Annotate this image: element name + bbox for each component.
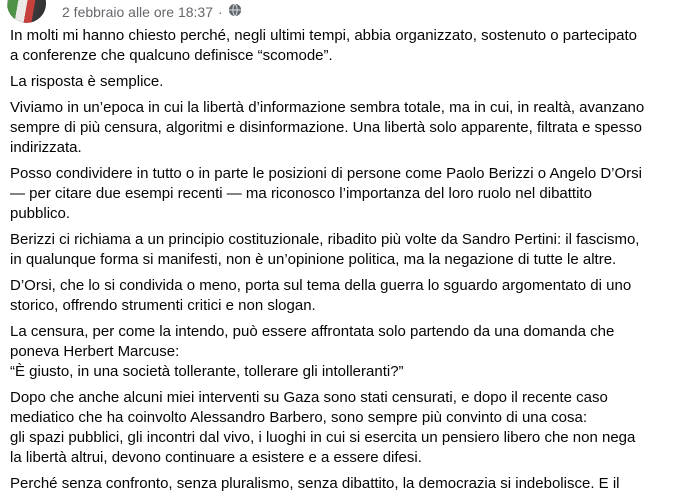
post-paragraph [10, 230, 690, 270]
post-text-line: Perché senza confronto, senza pluralismo, senza dibattito, la democrazia si indebolisce. E il [10, 475, 620, 492]
post-body [10, 26, 690, 500]
post-text-line: storico, offrendo strumenti critici e non slogan. [10, 297, 316, 314]
post-paragraph [10, 72, 690, 92]
post-paragraph [10, 388, 690, 468]
post-text-line: Viviamo in un’epoca in cui la libertà d’informazione sembra totale, ma in cui, in realtà, avanzano [10, 99, 645, 116]
dot-separator: · [218, 3, 223, 20]
post-paragraph [10, 26, 690, 66]
post-text-line: In molti mi hanno chiesto perché, negli ultimi tempi, abbia organizzato, sostenuto o partecipato [10, 27, 638, 44]
post-text-line: D’Orsi, che lo si condivida o meno, porta sul tema della guerra lo sguardo argomentato di uno [10, 277, 632, 294]
post-text-line: mediatico che ha coinvolto Alessandro Barbero, sono sempre più convinto di una cosa: [10, 409, 588, 426]
post-text-line: — per citare due esempi recenti — ma riconosco l’importanza del loro ruolo nel dibattito [10, 185, 592, 202]
post-text-line: Dopo che anche alcuni miei interventi su Gaza sono stati censurati, e dopo il recente caso [10, 389, 608, 406]
post-header [0, 0, 700, 26]
globe-public-icon [228, 3, 242, 21]
post-text-line: “È giusto, in una società tollerante, tollerare gli intolleranti?” [10, 363, 404, 380]
post-text-line: sempre di più censura, algoritmi e disinformazione. Una libertà solo apparente, filtrata e spesso [10, 119, 642, 136]
avatar[interactable] [7, 0, 46, 23]
post-paragraph [10, 322, 690, 382]
post-paragraph [10, 276, 690, 316]
post-paragraph [10, 98, 690, 158]
post-text-line: poneva Herbert Marcuse: [10, 343, 180, 360]
post-text-line: indirizzata. [10, 139, 82, 156]
post-text-line: a conferenze che qualcuno definisce “scomode”. [10, 47, 333, 64]
post-text-line: pubblico. [10, 205, 71, 222]
post-text-line: in qualunque forma si manifesti, non è un’opinione politica, ma la negazione di tutte le altre. [10, 251, 617, 268]
post-paragraph [10, 164, 690, 224]
post-text-line: la libertà altrui, devono continuare a esistere e a essere difesi. [10, 449, 422, 466]
post-text-line: La risposta è semplice. [10, 73, 164, 90]
post-paragraph [10, 474, 690, 494]
post-text-line: Berizzi ci richiama a un principio costituzionale, ribadito più volte da Sandro Pertini: il fascismo, [10, 231, 640, 248]
post-timestamp[interactable]: 2 febbraio alle ore 18:37 [62, 3, 213, 20]
post-meta-row [62, 2, 242, 21]
post-text-line: La censura, per come la intendo, può essere affrontata solo partendo da una domanda che [10, 323, 615, 340]
post-text-line: Posso condividere in tutto o in parte le posizioni di persone come Paolo Berizzi o Angelo D’Orsi [10, 165, 643, 182]
post-text-line: gli spazi pubblici, gli incontri dal vivo, i luoghi in cui si esercita un pensiero libero che non nega [10, 429, 636, 446]
